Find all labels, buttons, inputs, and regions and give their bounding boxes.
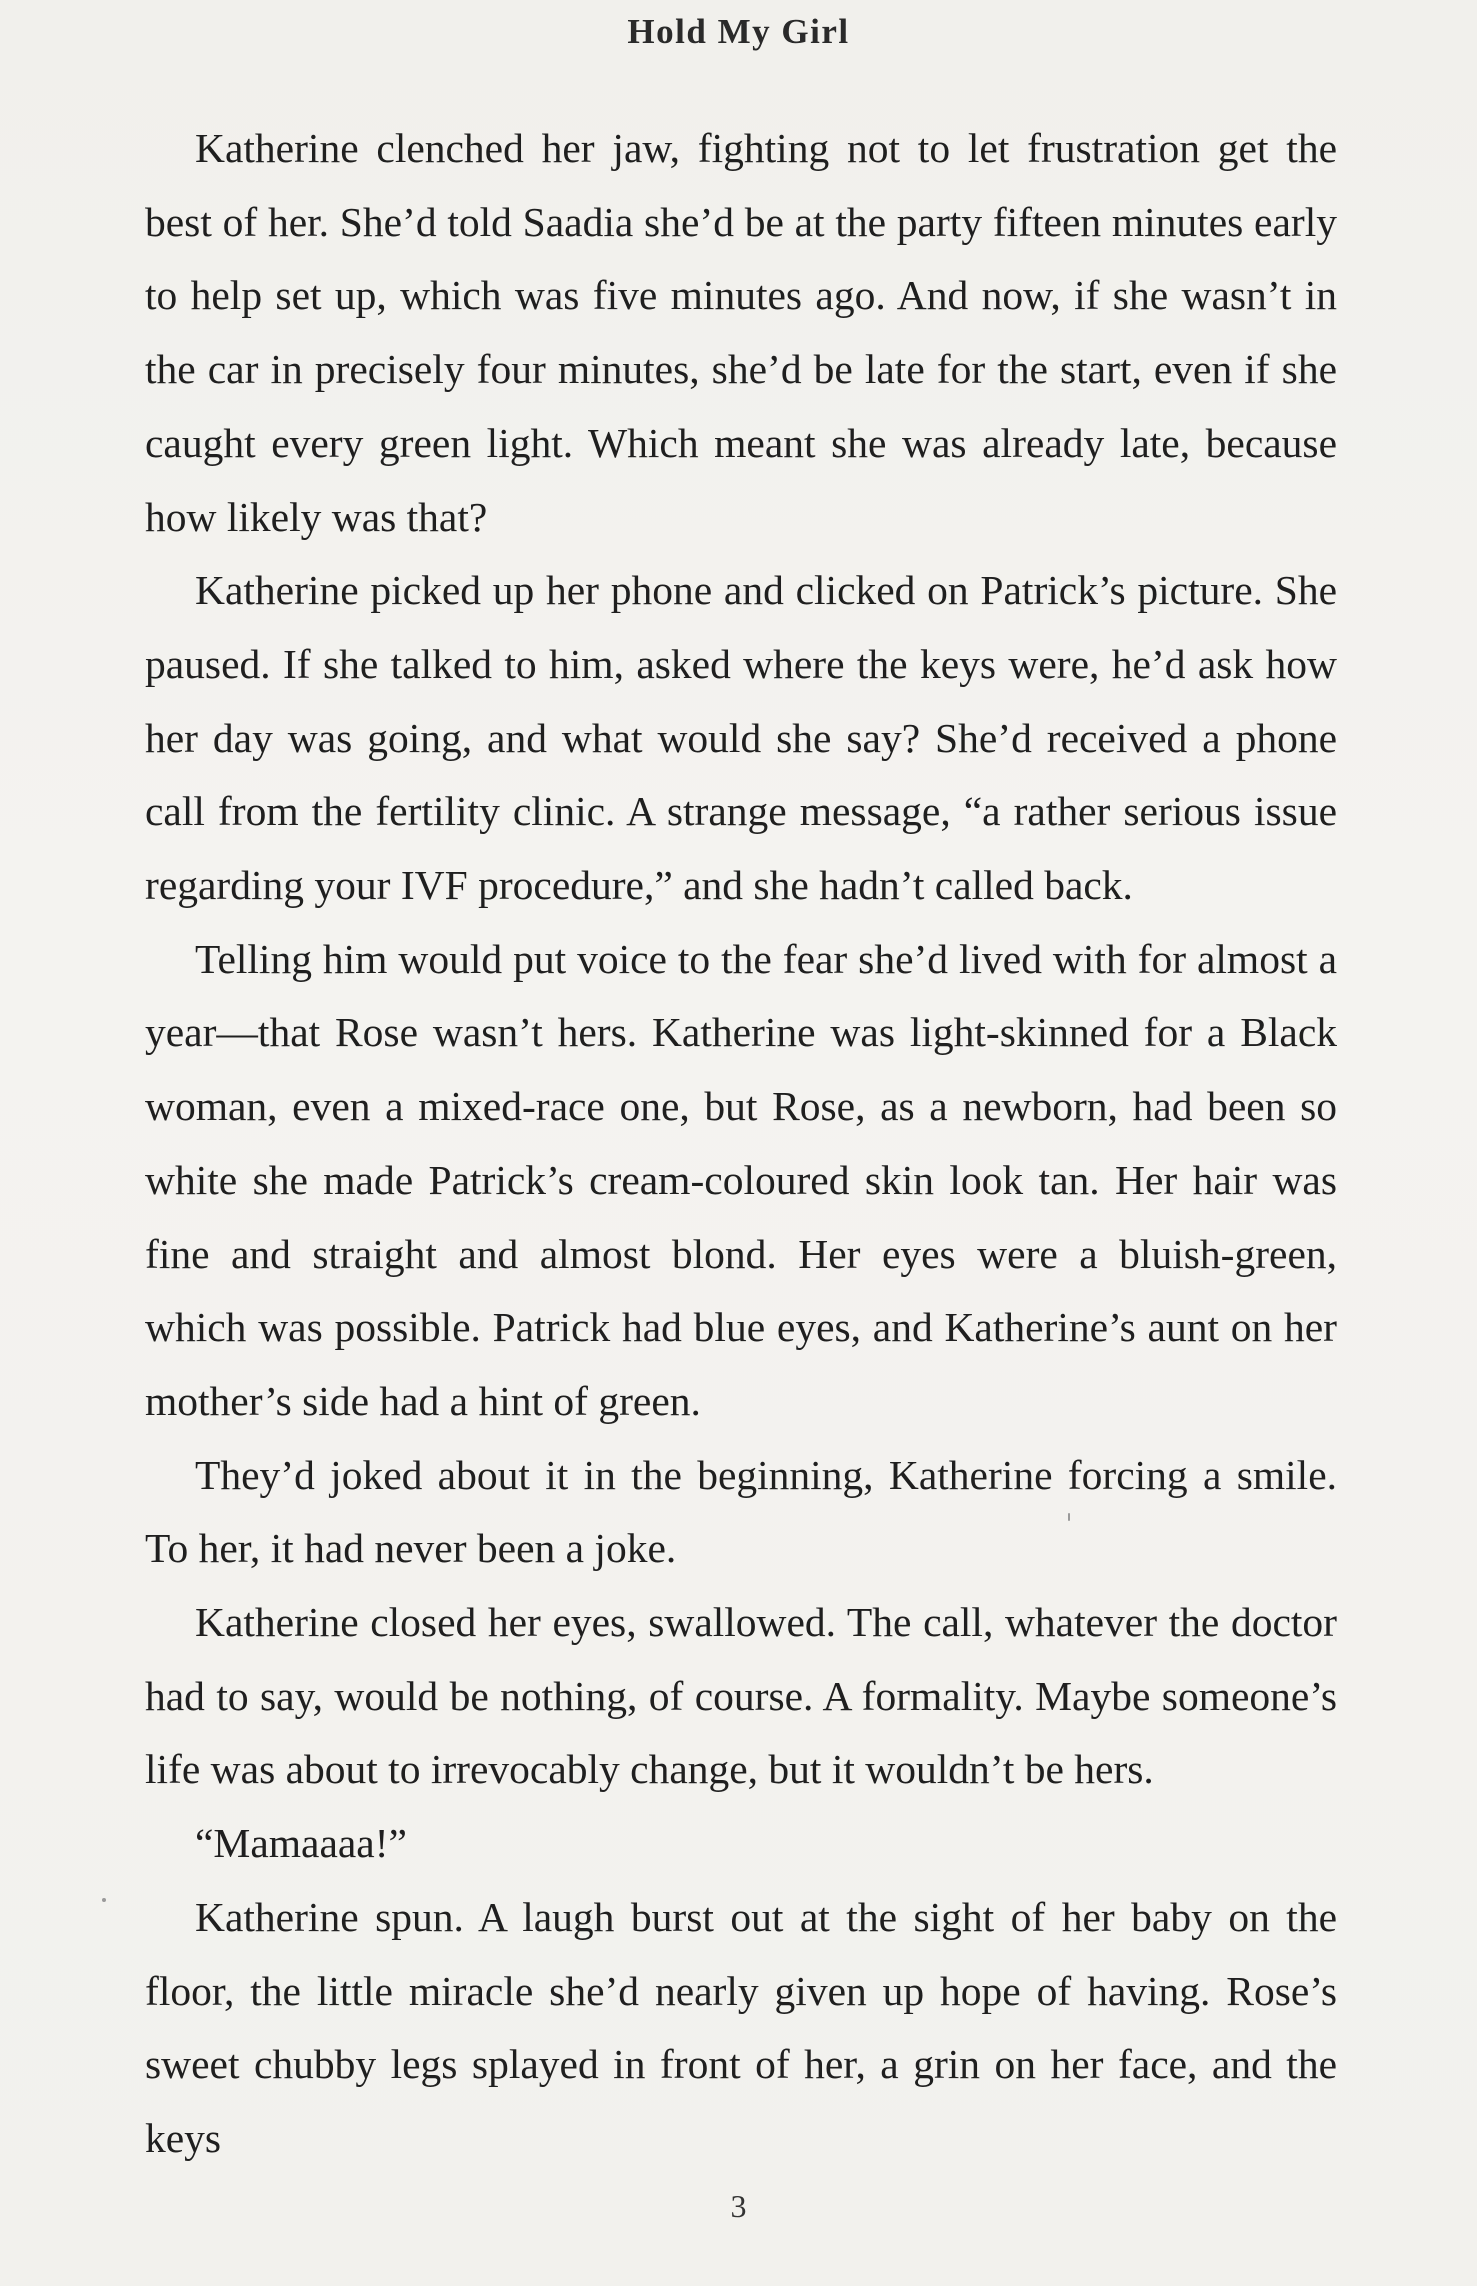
paragraph: Telling him would put voice to the fear she’d lived with for almost a year—that Rose wasn’t hers. Katherine was light-skinned for a Black woman, even a mixed-race one, but Rose, as a newborn, had been so white she made Patrick’s cream-coloured skin look tan. Her hair was fine and straight and almost blond. Her eyes were a bluish-green, which was possible. Patrick had blue eyes, and Katherine’s aunt on her mother’s side had a hint of green. [145, 935, 1337, 1424]
running-head-title: Hold My Girl [627, 12, 850, 51]
scan-speck [1068, 1513, 1070, 1521]
paragraph: They’d joked about it in the beginning, Katherine forcing a smile. To her, it had never been a joke. [145, 1451, 1337, 1572]
page-number: 3 [730, 2188, 747, 2224]
scan-speck [102, 1898, 106, 1902]
body-text [145, 112, 1337, 2176]
paragraph: Katherine clenched her jaw, fighting not to let frustration get the best of her. She’d told Saadia she’d be at the party fifteen minutes early to help set up, which was five minutes ago. And now, if she wasn’t in the car in precisely four minutes, she’d be late for the start, even if she caught every green light. Which meant she was already late, because how likely was that? [145, 125, 1337, 540]
paragraph: “Mamaaaa!” [195, 1820, 407, 1867]
paragraph: Katherine picked up her phone and clicked on Patrick’s picture. She paused. If she talked to him, asked where the keys were, he’d ask how her day was going, and what would she say? She’d received a phone call from the fertility clinic. A strange message, “a rather serious issue regarding your IVF procedure,” and she hadn’t called back. [145, 567, 1337, 909]
paragraph: Katherine spun. A laugh burst out at the sight of her baby on the floor, the little miracle she’d nearly given up hope of having. Rose’s sweet chubby legs splayed in front of her, a grin on her face, and the keys [145, 1893, 1337, 2161]
paragraph: Katherine closed her eyes, swallowed. The call, whatever the doctor had to say, would be nothing, of course. A formality. Maybe someone’s life was about to irrevocably change, but it wouldn’t be hers. [145, 1599, 1337, 1793]
